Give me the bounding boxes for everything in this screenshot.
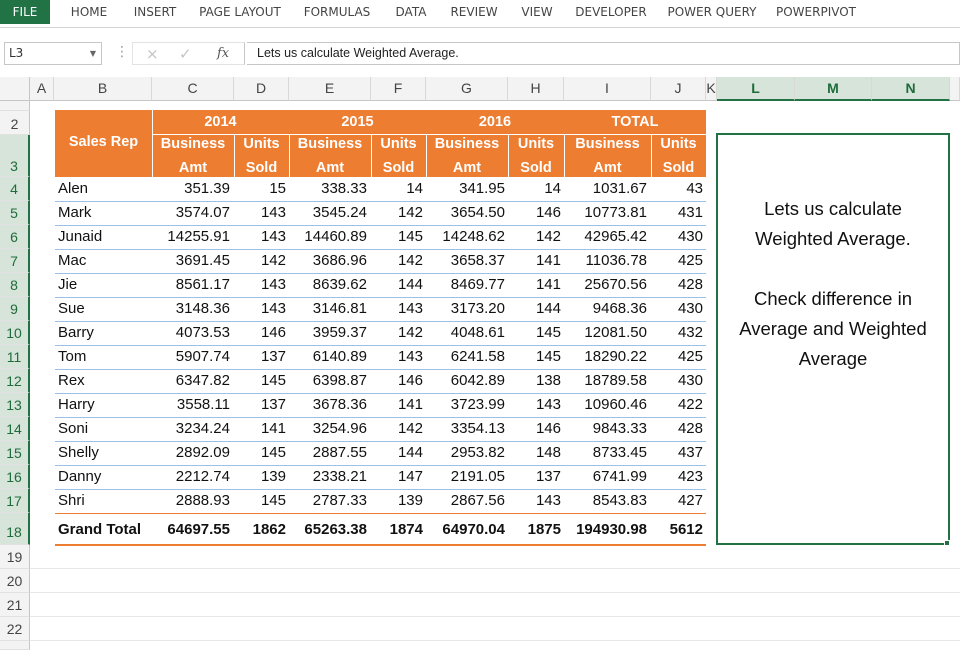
subheader-sold: Sold (520, 160, 552, 176)
business-amt-2015-cell[interactable]: 3254.96 (312, 420, 367, 437)
units-sold-2016-cell[interactable]: 143 (535, 396, 561, 413)
subheader-business: Business (160, 136, 226, 152)
grand-total-label[interactable]: Grand Total (58, 521, 142, 538)
units-sold-total-cell[interactable]: 43 (686, 180, 703, 197)
units-sold-2016-cell[interactable]: 144 (535, 300, 561, 317)
note-text-box[interactable] (716, 133, 950, 545)
gridline (30, 592, 960, 593)
row-divider (55, 201, 706, 202)
units-sold-2015-cell[interactable]: 143 (397, 348, 423, 365)
business-amt-total-cell[interactable]: 11036.78 (585, 252, 647, 269)
sales-rep-cell[interactable]: Barry (58, 324, 94, 341)
tab-view[interactable]: VIEW (521, 5, 553, 19)
column-header-h[interactable]: H (508, 77, 564, 101)
subheader-units: Units (243, 136, 280, 152)
sales-rep-cell[interactable]: Mark (58, 204, 92, 221)
units-sold-2014-cell[interactable]: 146 (260, 324, 286, 341)
tab-home[interactable]: HOME (70, 5, 108, 19)
units-sold-2016-cell[interactable]: 14 (544, 180, 561, 197)
tab-developer[interactable]: DEVELOPER (575, 5, 647, 19)
tab-data[interactable]: DATA (395, 5, 427, 19)
tab-formulas[interactable]: FORMULAS (303, 5, 371, 19)
tab-page-layout[interactable]: PAGE LAYOUT (199, 5, 281, 19)
units-sold-total-cell[interactable]: 432 (677, 324, 703, 341)
tab-review[interactable]: REVIEW (450, 5, 498, 19)
subheader-sold: Sold (245, 160, 278, 176)
units-sold-total-cell[interactable]: 427 (677, 492, 703, 509)
units-sold-2015-cell[interactable]: 142 (397, 420, 423, 437)
grand-total-business-amt-2014-cell[interactable]: 64697.55 (167, 521, 230, 538)
business-amt-2014-cell[interactable]: 3148.36 (175, 300, 230, 317)
business-amt-2016-cell[interactable]: 3654.50 (450, 204, 505, 221)
units-sold-2014-cell[interactable]: 145 (260, 492, 286, 509)
row-header-18[interactable]: 18 (0, 513, 30, 545)
business-amt-2015-cell[interactable]: 3545.24 (312, 204, 367, 221)
units-sold-2016-cell[interactable]: 143 (535, 492, 561, 509)
units-sold-2014-cell[interactable]: 137 (260, 396, 286, 413)
business-amt-2014-cell[interactable]: 3558.11 (176, 396, 230, 413)
units-sold-2015-cell[interactable]: 147 (397, 468, 423, 485)
units-sold-total-cell[interactable]: 422 (677, 396, 703, 413)
note-line: Weighted Average. (755, 228, 911, 249)
row-header-4[interactable]: 4 (0, 177, 30, 201)
business-amt-2015-cell[interactable]: 3146.81 (312, 300, 367, 317)
sales-rep-cell[interactable]: Soni (58, 420, 89, 437)
gridline (30, 640, 960, 641)
formula-input[interactable]: Lets us calculate Weighted Average. (247, 42, 960, 65)
business-amt-2016-cell[interactable]: 3173.20 (450, 300, 505, 317)
row-divider (55, 369, 706, 370)
business-amt-total-cell[interactable]: 1031.67 (592, 180, 647, 197)
business-amt-2016-cell[interactable]: 2191.05 (450, 468, 505, 485)
row-header-13[interactable]: 13 (0, 393, 30, 417)
units-sold-total-cell[interactable]: 425 (677, 252, 703, 269)
note-line: Average and Weighted (739, 318, 927, 339)
business-amt-total-cell[interactable]: 10773.81 (584, 204, 647, 221)
year-header-2016: 2016 (478, 114, 512, 130)
units-sold-2016-cell[interactable]: 145 (535, 324, 561, 341)
name-box-value: L3 (9, 46, 24, 60)
units-sold-2015-cell[interactable]: 142 (397, 204, 423, 221)
enter-icon[interactable]: ✓ (179, 45, 192, 63)
row-divider (55, 465, 706, 466)
tab-insert[interactable]: INSERT (133, 5, 177, 19)
business-amt-2016-cell[interactable]: 14248.62 (442, 228, 505, 245)
column-header-m[interactable]: M (795, 77, 872, 101)
units-sold-2014-cell[interactable]: 145 (260, 372, 286, 389)
row-header-11[interactable]: 11 (0, 345, 30, 369)
business-amt-2016-cell[interactable]: 2953.82 (450, 444, 505, 461)
year-header-2015: 2015 (341, 114, 374, 130)
ribbon-tabs (0, 0, 960, 28)
business-amt-2016-cell[interactable]: 8469.77 (450, 276, 505, 293)
business-amt-2015-cell[interactable]: 338.33 (321, 180, 367, 197)
note-line: Average (798, 348, 868, 369)
row-divider (55, 489, 706, 490)
column-header-d[interactable]: D (234, 77, 289, 101)
name-box[interactable] (4, 42, 102, 65)
units-sold-2016-cell[interactable]: 138 (535, 372, 561, 389)
business-amt-2016-cell[interactable]: 6241.58 (450, 348, 505, 365)
column-header-g[interactable]: G (426, 77, 508, 101)
business-amt-2016-cell[interactable]: 2867.56 (450, 492, 505, 509)
tab-powerpivot[interactable]: POWERPIVOT (775, 5, 856, 19)
note-line: Lets us calculate (764, 198, 902, 219)
business-amt-total-cell[interactable]: 18789.58 (584, 372, 647, 389)
units-sold-2016-cell[interactable]: 141 (535, 252, 561, 269)
row-divider (55, 249, 706, 250)
sales-rep-cell[interactable]: Tom (58, 348, 87, 365)
gridline (30, 568, 960, 569)
units-sold-2014-cell[interactable]: 143 (260, 204, 286, 221)
business-amt-2015-cell[interactable]: 2887.55 (312, 444, 367, 461)
select-all-corner[interactable] (0, 77, 30, 101)
gridline (30, 616, 960, 617)
units-sold-total-cell[interactable]: 428 (677, 420, 703, 437)
insert-function-icon[interactable]: fx (217, 46, 230, 61)
units-sold-2015-cell[interactable]: 146 (397, 372, 423, 389)
business-amt-2014-cell[interactable]: 8561.17 (175, 276, 230, 293)
units-sold-2014-cell[interactable]: 143 (260, 276, 286, 293)
business-amt-total-cell[interactable]: 9468.36 (592, 300, 647, 317)
column-header-i[interactable]: I (564, 77, 651, 101)
row-header-10[interactable]: 10 (0, 321, 30, 345)
tab-power-query[interactable]: POWER QUERY (667, 5, 757, 19)
sales-rep-cell[interactable]: Mac (58, 252, 87, 269)
units-sold-2016-cell[interactable]: 145 (535, 348, 561, 365)
row-header-9[interactable]: 9 (0, 297, 30, 321)
business-amt-2015-cell[interactable]: 6398.87 (312, 372, 367, 389)
row-header-23[interactable] (0, 641, 30, 650)
subheader-sold: Sold (382, 160, 415, 176)
units-sold-2015-cell[interactable]: 139 (397, 492, 423, 509)
units-sold-2015-cell[interactable]: 141 (397, 396, 423, 413)
units-sold-2014-cell[interactable]: 137 (260, 348, 286, 365)
row-header-16[interactable]: 16 (0, 465, 30, 489)
row-header-21[interactable]: 21 (0, 593, 30, 617)
units-sold-2014-cell[interactable]: 15 (269, 180, 286, 197)
row-header-6[interactable]: 6 (0, 225, 30, 249)
subheader-amt: Amt (315, 160, 345, 176)
column-header-o[interactable] (950, 77, 960, 101)
row-divider (55, 345, 706, 346)
business-amt-2015-cell[interactable]: 6140.89 (312, 348, 367, 365)
subheader-amt: Amt (178, 160, 208, 176)
units-sold-2015-cell[interactable]: 14 (406, 180, 423, 197)
sales-rep-cell[interactable]: Jie (58, 276, 78, 293)
row-header-1[interactable] (0, 101, 30, 111)
column-header-a[interactable]: A (30, 77, 54, 101)
units-sold-2015-cell[interactable]: 144 (397, 444, 423, 461)
sales-rep-cell[interactable]: Danny (58, 468, 102, 485)
business-amt-2014-cell[interactable]: 3574.07 (175, 204, 230, 221)
row-header-8[interactable]: 8 (0, 273, 30, 297)
subheader-units: Units (517, 136, 555, 152)
business-amt-2016-cell[interactable]: 6042.89 (450, 372, 505, 389)
subheader-business: Business (297, 136, 363, 152)
business-amt-2015-cell[interactable]: 14460.89 (304, 228, 367, 245)
grand-total-business-amt-2016-cell[interactable]: 64970.04 (442, 521, 505, 538)
row-header-14[interactable]: 14 (0, 417, 30, 441)
units-sold-2015-cell[interactable]: 143 (397, 300, 423, 317)
tab-file[interactable]: FILE (0, 0, 50, 24)
units-sold-2014-cell[interactable]: 145 (260, 444, 286, 461)
year-header-2014: 2014 (204, 114, 237, 130)
business-amt-2016-cell[interactable]: 3658.37 (450, 252, 505, 269)
units-sold-total-cell[interactable]: 430 (677, 372, 703, 389)
column-header-l[interactable]: L (717, 77, 795, 101)
business-amt-2014-cell[interactable]: 351.39 (184, 180, 230, 197)
business-amt-total-cell[interactable]: 25670.56 (584, 276, 647, 293)
units-sold-total-cell[interactable]: 431 (677, 204, 703, 221)
row-divider (55, 297, 706, 298)
business-amt-2014-cell[interactable]: 2892.09 (175, 444, 230, 461)
subheader-amt: Amt (593, 160, 622, 176)
subheader-sold: Sold (662, 160, 695, 176)
units-sold-2016-cell[interactable]: 146 (535, 204, 561, 221)
units-sold-total-cell[interactable]: 428 (677, 276, 703, 293)
subheader-business: Business (434, 136, 500, 152)
business-amt-total-cell[interactable]: 8543.83 (592, 492, 647, 509)
total-top-border (55, 513, 706, 514)
row-header-19[interactable]: 19 (0, 545, 30, 569)
column-header-j[interactable]: J (651, 77, 706, 101)
sales-rep-cell[interactable]: Shri (58, 492, 85, 509)
resize-handle[interactable] (944, 540, 950, 546)
column-header-b[interactable]: B (54, 77, 152, 101)
units-sold-2014-cell[interactable]: 143 (260, 228, 286, 245)
more-options-icon: ⋮ (115, 44, 129, 60)
business-amt-2016-cell[interactable]: 3354.13 (450, 420, 505, 437)
business-amt-2015-cell[interactable]: 3959.37 (312, 324, 367, 341)
subheader-units: Units (660, 136, 697, 152)
column-header-c[interactable]: C (152, 77, 234, 101)
units-sold-2016-cell[interactable]: 142 (535, 228, 561, 245)
business-amt-total-cell[interactable]: 18290.22 (584, 348, 647, 365)
business-amt-2014-cell[interactable]: 2212.74 (175, 468, 230, 485)
grand-total-units-sold-2016-cell[interactable]: 1875 (527, 521, 561, 538)
grand-total-units-sold-total-cell[interactable]: 5612 (669, 521, 703, 538)
column-header-e[interactable]: E (289, 77, 371, 101)
business-amt-2016-cell[interactable]: 341.95 (459, 180, 505, 197)
subheader-amt: Amt (452, 160, 482, 176)
row-divider (55, 321, 706, 322)
business-amt-2015-cell[interactable]: 2787.33 (312, 492, 367, 509)
grand-total-business-amt-total-cell[interactable]: 194930.98 (576, 521, 647, 538)
row-header-2[interactable]: 2 (0, 111, 30, 135)
units-sold-total-cell[interactable]: 430 (677, 300, 703, 317)
business-amt-total-cell[interactable]: 12081.50 (584, 324, 647, 341)
row-header-12[interactable]: 12 (0, 369, 30, 393)
units-sold-2016-cell[interactable]: 148 (535, 444, 561, 461)
row-header-17[interactable]: 17 (0, 489, 30, 513)
business-amt-2015-cell[interactable]: 3678.36 (312, 396, 367, 413)
row-header-15[interactable]: 15 (0, 441, 30, 465)
sales-rep-cell[interactable]: Junaid (58, 228, 103, 245)
row-divider (55, 417, 706, 418)
row-header-5[interactable]: 5 (0, 201, 30, 225)
units-sold-2016-cell[interactable]: 137 (535, 468, 561, 485)
cancel-icon[interactable]: × (146, 45, 159, 63)
row-header-20[interactable]: 20 (0, 569, 30, 593)
business-amt-total-cell[interactable]: 42965.42 (584, 228, 647, 245)
units-sold-2015-cell[interactable]: 145 (397, 228, 423, 245)
row-header-3[interactable]: 3 (0, 135, 30, 177)
units-sold-total-cell[interactable]: 425 (677, 348, 703, 365)
subheader-business: Business (575, 136, 640, 152)
grand-total-business-amt-2015-cell[interactable]: 65263.38 (304, 521, 367, 538)
sales-rep-cell[interactable]: Sue (58, 300, 85, 317)
units-sold-2015-cell[interactable]: 142 (397, 252, 423, 269)
row-divider (55, 441, 706, 442)
business-amt-2016-cell[interactable]: 4048.61 (450, 324, 505, 341)
column-header-n[interactable]: N (872, 77, 950, 101)
column-header-f[interactable]: F (371, 77, 426, 101)
row-header-7[interactable]: 7 (0, 249, 30, 273)
row-divider (55, 225, 706, 226)
business-amt-2014-cell[interactable]: 14255.91 (167, 228, 230, 245)
business-amt-2016-cell[interactable]: 3723.99 (450, 396, 505, 413)
business-amt-total-cell[interactable]: 9843.33 (592, 420, 647, 437)
units-sold-2015-cell[interactable]: 144 (397, 276, 423, 293)
sales-rep-cell[interactable]: Shelly (58, 444, 99, 461)
units-sold-2016-cell[interactable]: 141 (535, 276, 561, 293)
business-amt-2015-cell[interactable]: 2338.21 (312, 468, 367, 485)
formula-bar (0, 36, 960, 74)
sales-rep-cell[interactable]: Harry (58, 396, 95, 413)
business-amt-2015-cell[interactable]: 3686.96 (312, 252, 367, 269)
row-divider (55, 393, 706, 394)
business-amt-2014-cell[interactable]: 5907.74 (175, 348, 230, 365)
units-sold-total-cell[interactable]: 430 (677, 228, 703, 245)
formula-buttons (132, 42, 245, 65)
units-sold-2014-cell[interactable]: 139 (260, 468, 286, 485)
units-sold-2014-cell[interactable]: 142 (260, 252, 286, 269)
business-amt-total-cell[interactable]: 10960.46 (584, 396, 647, 413)
note-line: Check difference in (753, 288, 913, 309)
header-divider (152, 134, 706, 135)
grand-total-units-sold-2014-cell[interactable]: 1862 (252, 521, 286, 538)
chevron-down-icon[interactable]: ▼ (89, 49, 96, 58)
business-amt-2014-cell[interactable]: 4073.53 (175, 324, 230, 341)
sales-rep-cell[interactable]: Alen (58, 180, 89, 197)
units-sold-2014-cell[interactable]: 143 (260, 300, 286, 317)
grand-total-units-sold-2015-cell[interactable]: 1874 (389, 521, 423, 538)
units-sold-total-cell[interactable]: 437 (677, 444, 703, 461)
column-header-k[interactable]: K (706, 77, 717, 101)
sales-rep-header: Sales Rep (68, 134, 139, 150)
business-amt-total-cell[interactable]: 8733.45 (592, 444, 647, 461)
units-sold-2014-cell[interactable]: 141 (260, 420, 286, 437)
business-amt-2014-cell[interactable]: 3234.24 (175, 420, 230, 437)
business-amt-2015-cell[interactable]: 8639.62 (312, 276, 367, 293)
business-amt-2014-cell[interactable]: 6347.82 (175, 372, 230, 389)
sales-rep-cell[interactable]: Rex (58, 372, 85, 389)
total-bottom-border (55, 544, 706, 546)
subheader-units: Units (380, 136, 417, 152)
units-sold-total-cell[interactable]: 423 (677, 468, 703, 485)
year-header-total: TOTAL (611, 114, 659, 130)
row-header-22[interactable]: 22 (0, 617, 30, 641)
business-amt-2014-cell[interactable]: 2888.93 (175, 492, 230, 509)
units-sold-2015-cell[interactable]: 142 (397, 324, 423, 341)
business-amt-2014-cell[interactable]: 3691.45 (175, 252, 230, 269)
row-divider (55, 273, 706, 274)
units-sold-2016-cell[interactable]: 146 (535, 420, 561, 437)
business-amt-total-cell[interactable]: 6741.99 (592, 468, 647, 485)
